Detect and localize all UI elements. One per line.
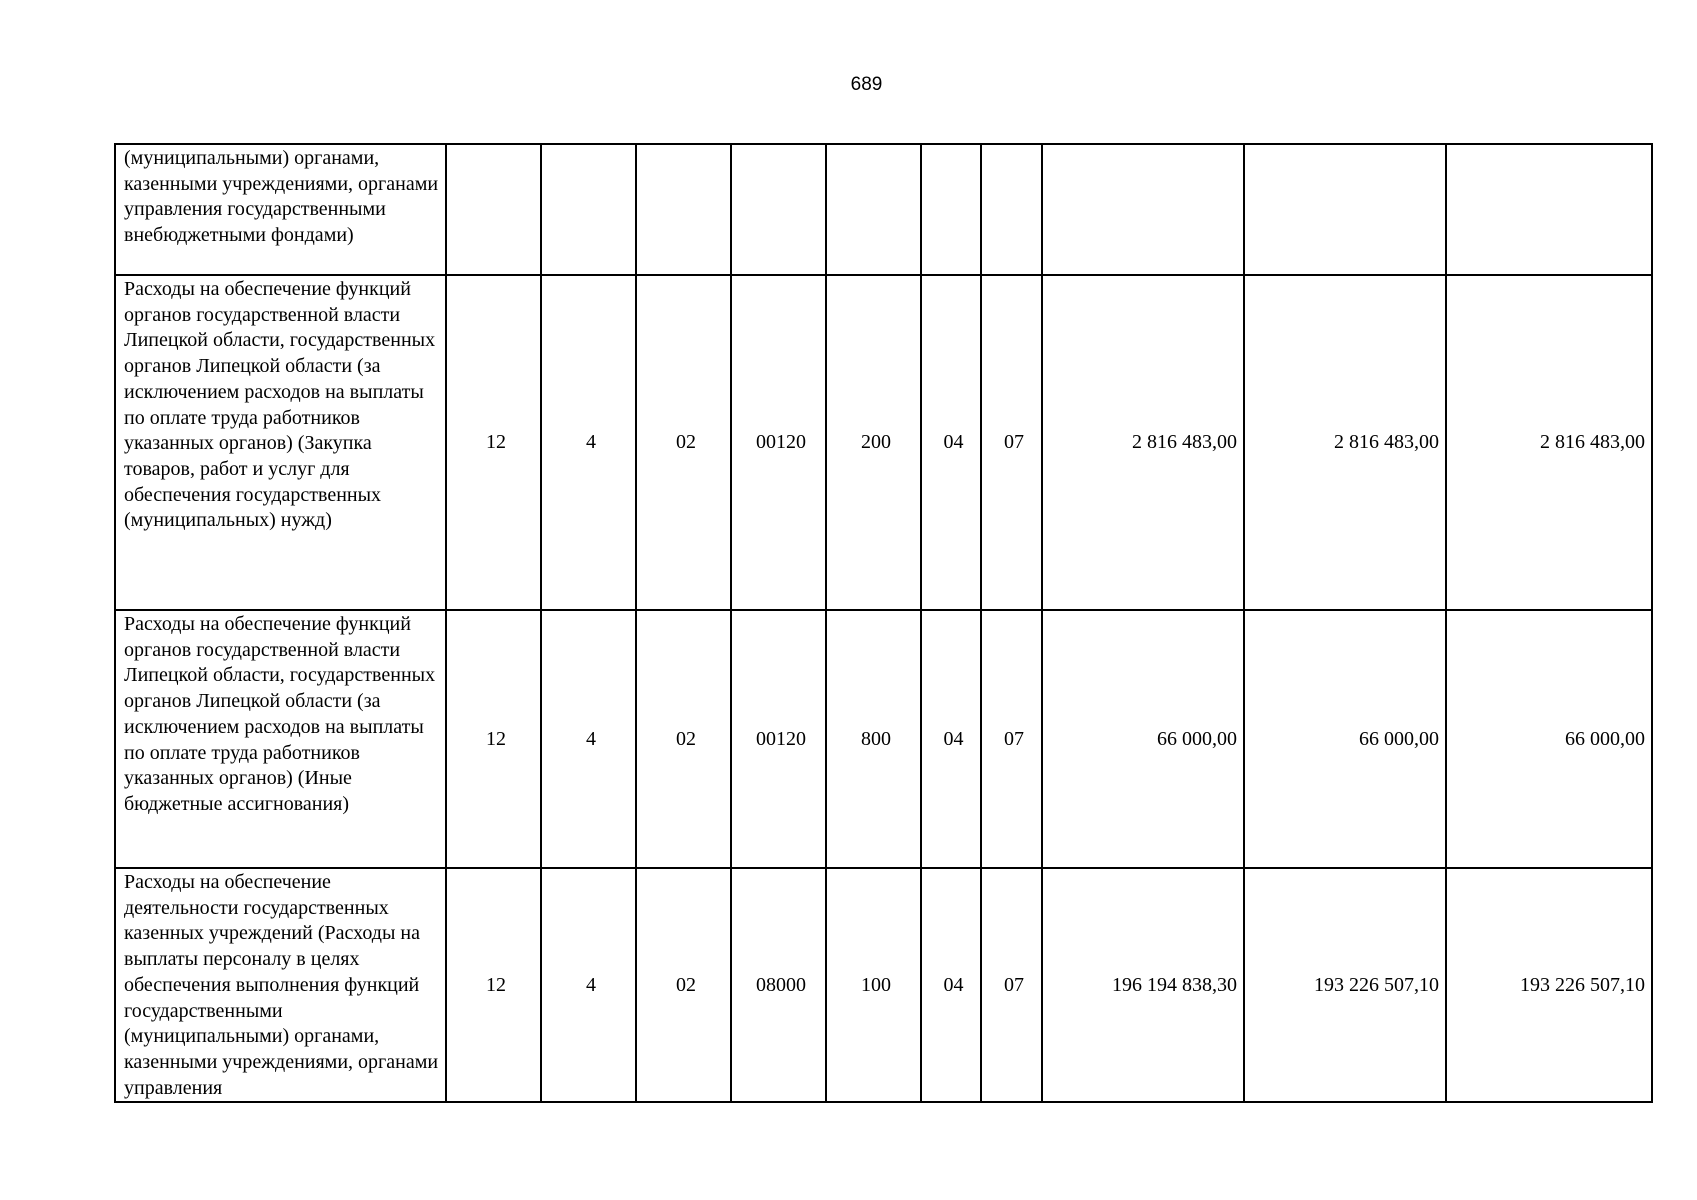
code-cell: 08000 — [731, 868, 826, 1102]
code-cell: 12 — [446, 868, 541, 1102]
page-number: 689 — [850, 74, 883, 95]
code-cell — [981, 144, 1042, 275]
table-row — [115, 144, 1652, 275]
code-cell: 04 — [921, 868, 981, 1102]
code-cell: 12 — [446, 610, 541, 868]
code-cell: 00120 — [731, 610, 826, 868]
amount-cell: 2 816 483,00 — [1244, 275, 1446, 610]
code-cell — [446, 144, 541, 275]
code-cell: 00120 — [731, 275, 826, 610]
amount-cell — [1446, 144, 1652, 275]
code-cell: 4 — [541, 868, 636, 1102]
code-cell — [636, 144, 731, 275]
code-cell: 07 — [981, 868, 1042, 1102]
code-cell: 04 — [921, 610, 981, 868]
code-cell — [921, 144, 981, 275]
code-cell: 12 — [446, 275, 541, 610]
code-cell — [541, 144, 636, 275]
table-row — [115, 275, 1652, 610]
amount-cell — [1042, 144, 1244, 275]
amount-cell: 66 000,00 — [1244, 610, 1446, 868]
amount-cell — [1244, 144, 1446, 275]
code-cell: 100 — [826, 868, 921, 1102]
row-description: Расходы на обеспечение функций органов государственной власти Липецкой области, государственных органов Липецкой области (за исключением расходов на выплаты по оплате труда работников указанных органов) (Закупка товаров, работ и услуг для обеспечения государственных (муниципальных) нужд) — [115, 275, 446, 610]
code-cell: 02 — [636, 868, 731, 1102]
code-cell — [826, 144, 921, 275]
table-row — [115, 868, 1652, 1102]
table-row — [115, 610, 1652, 868]
amount-cell: 193 226 507,10 — [1244, 868, 1446, 1102]
code-cell: 07 — [981, 610, 1042, 868]
row-description: Расходы на обеспечение функций органов государственной власти Липецкой области, государственных органов Липецкой области (за исключением расходов на выплаты по оплате труда работников указанных органов) (Иные бюджетные ассигнования) — [115, 610, 446, 868]
code-cell — [731, 144, 826, 275]
amount-cell: 193 226 507,10 — [1446, 868, 1652, 1102]
amount-cell: 196 194 838,30 — [1042, 868, 1244, 1102]
row-description: Расходы на обеспечение деятельности государственных казенных учреждений (Расходы на выплаты персоналу в целях обеспечения выполнения функций государственными (муниципальными) органами, казенными учреждениями, органами управления — [115, 868, 446, 1102]
amount-cell: 2 816 483,00 — [1446, 275, 1652, 610]
code-cell: 02 — [636, 275, 731, 610]
code-cell: 800 — [826, 610, 921, 868]
code-cell: 200 — [826, 275, 921, 610]
code-cell: 02 — [636, 610, 731, 868]
amount-cell: 2 816 483,00 — [1042, 275, 1244, 610]
amount-cell: 66 000,00 — [1042, 610, 1244, 868]
code-cell: 07 — [981, 275, 1042, 610]
code-cell: 4 — [541, 610, 636, 868]
amount-cell: 66 000,00 — [1446, 610, 1652, 868]
code-cell: 4 — [541, 275, 636, 610]
budget-table — [114, 143, 1653, 1103]
row-description: (муниципальными) органами, казенными учреждениями, органами управления государственными внебюджетными фондами) — [115, 144, 446, 275]
code-cell: 04 — [921, 275, 981, 610]
